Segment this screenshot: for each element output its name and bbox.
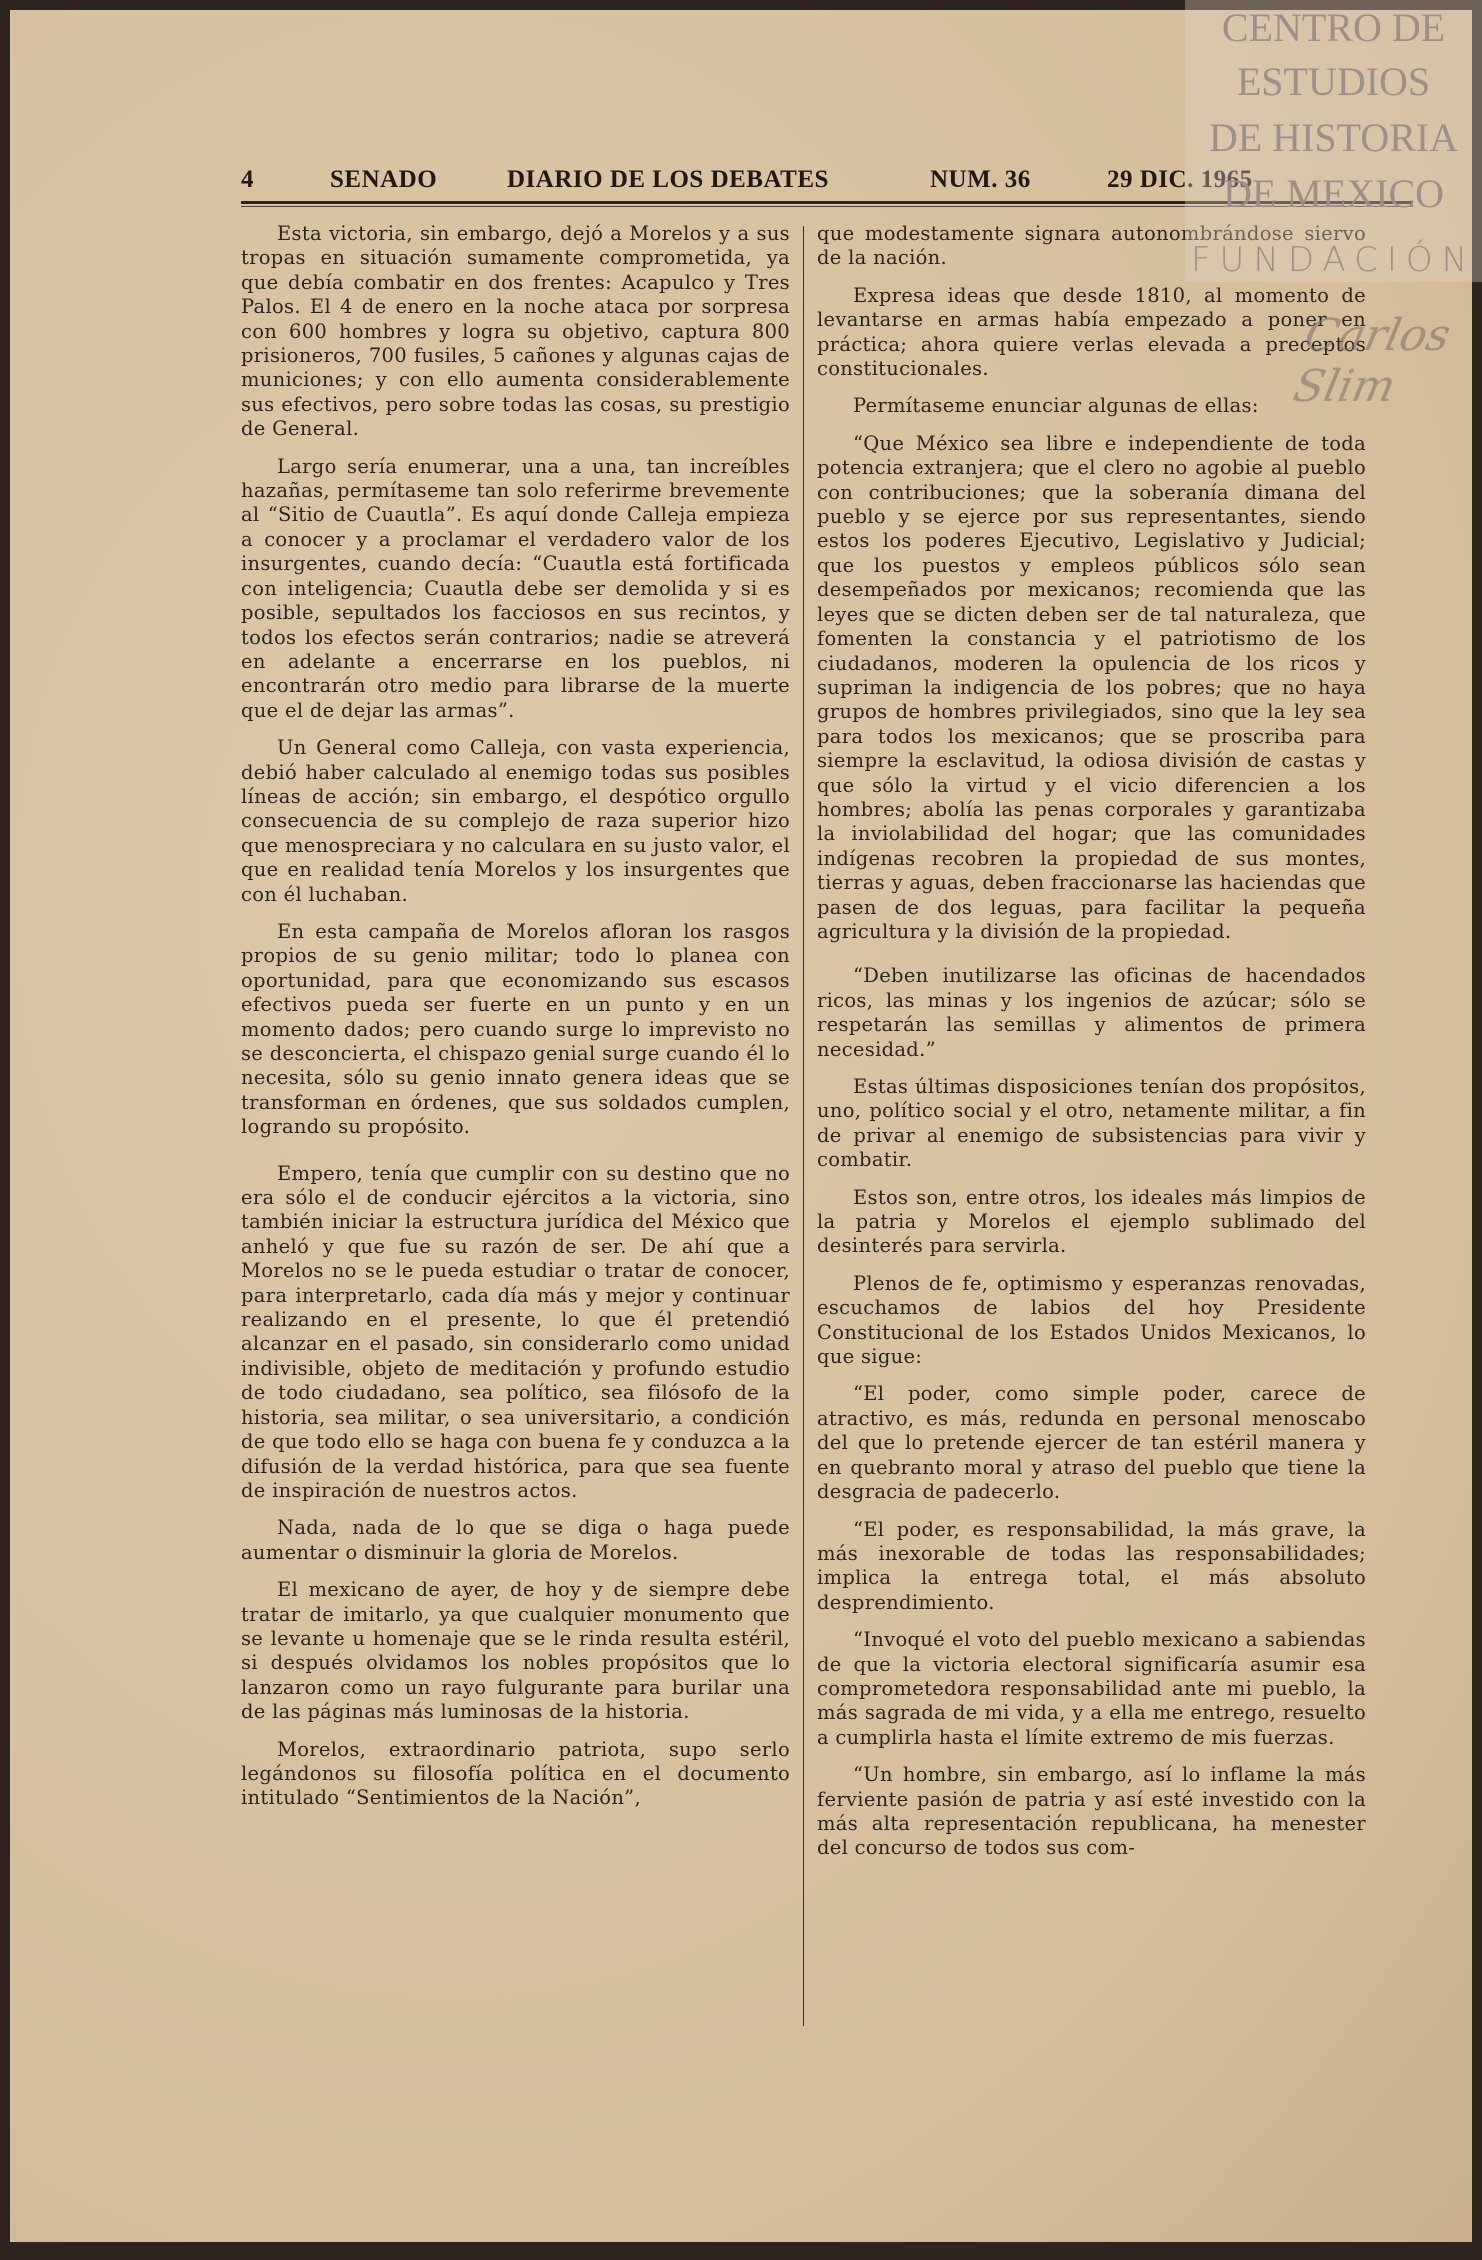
paragraph: Permítaseme enunciar algunas de ellas: xyxy=(853,394,1259,418)
paragraph: Empero, tenía que cumplir con su destino que no era sólo el de conducir ejércitos a la victoria, sino también iniciar la estructura jurídica del México que anheló y que fue su razón de ser. De ahí que a Morelos no se le pueda estudiar o tratar de conocer, para interpretarlo, cada día más y mejor y continuar realizando en el presente, lo que él pretendió alcanzar en el pasado, sin considerarlo como unidad indivisible, objeto de meditación y profundo estudio de todo ciudadano, sea político, sea filósofo de la historia, sea militar, o sea universitario, a condición de que todo ello se haga con buena fe y conduzca a la difusión de la verdad histórica, para que sea fuente de inspiración de nuestros actos. xyxy=(241,1161,790,1502)
watermark-line: FUNDACIÓN xyxy=(1190,240,1477,280)
paragraph: “El poder, es responsabilidad, la más grave, la más inexorable de todas las responsabilidades; implica la entrega total, el más absoluto desprendimiento. xyxy=(817,1517,1366,1614)
watermark-line: CENTRO DE xyxy=(1221,5,1446,50)
issue-number: NUM. 36 xyxy=(930,166,1031,193)
column-divider xyxy=(803,226,804,2026)
chamber-label: SENADO xyxy=(330,166,438,193)
watermark-line: DE MEXICO xyxy=(1222,171,1445,216)
paragraph: “El poder, como simple poder, carece de atractivo, es más, redunda en personal menoscabo del que lo pretende ejercer de tan estéril manera y en quebranto moral y atraso del pueblo que tiene la desgracia de padecerlo. xyxy=(817,1382,1366,1504)
publication-title: DIARIO DE LOS DEBATES xyxy=(507,166,829,193)
watermark-line: DE HISTORIA xyxy=(1208,115,1459,160)
left-column xyxy=(241,222,790,1824)
paragraph: Estos son, entre otros, los ideales más limpios de la patria y Morelos el ejemplo sublimado del desinterés para servirla. xyxy=(817,1185,1366,1258)
paragraph: Largo sería enumerar, una a una, tan increíbles hazañas, permítaseme tan solo referirme brevemente al “Sitio de Cuautla”. Es aquí donde Calleja empieza a conocer y a proclamar el verdadero valor de los insurgentes, cuando decía: “Cuautla está fortificada con inteligencia; Cuautla debe ser demolida y si es posible, sepultados los facciosos en sus recintos, y todos los efectos serán contrarios; nadie se atreverá en adelante a encerrarse en los pueblos, ni encontrarán otro medio para librarse de la muerte que el de dejar las armas”. xyxy=(241,454,790,722)
watermark-line: ESTUDIOS xyxy=(1236,59,1431,104)
paragraph: Plenos de fe, optimismo y esperanzas renovadas, escuchamos de labios del hoy Presidente Constitucional de los Estados Unidos Mexicanos, lo que sigue: xyxy=(817,1271,1366,1369)
paragraph: Un General como Calleja, con vasta experiencia, debió haber calculado al enemigo todas sus posibles líneas de acción; sin embargo, el despótico orgullo consecuencia de su complejo de raza superior hizo que menospreciara y no calculara en su justo valor, el que en realidad tenía Morelos y los insurgentes que con él luchaban. xyxy=(241,736,790,906)
paragraph: que modestamente signara autonombrándose siervo de la nación. xyxy=(817,222,1366,270)
paragraph: En esta campaña de Morelos afloran los rasgos propios de su genio militar; todo lo planea con oportunidad, para que economizando sus escasos efectivos pueda ser fuerte en un punto y en un momento dados; pero cuando surge lo imprevisto no se desconcierta, el chispazo genial surge cuando él lo necesita, sólo su genio innato genera ideas que se transforman en órdenes, que sus soldados cumplen, logrando su propósito. xyxy=(241,919,790,1139)
paragraph: “Que México sea libre e independiente de toda potencia extranjera; que el clero no agobie al pueblo con contribuciones; que la soberanía dimana del pueblo y se ejerce por sus representantes, siendo estos los poderes Ejecutivo, Legislativo y Judicial; que los puestos y empleos públicos sólo sean desempeñados por mexicanos; recomienda que las leyes que se dicten deben ser de tal naturaleza, que fomenten la constancia y el patriotismo de los ciudadanos, moderen la opulencia de los ricos y supriman la indigencia de los pobres; que no haya grupos de hombres privilegiados, sino que la ley sea para todos los mexicanos; que se proscriba para siempre la esclavitud, la odiosa división de castas y que sólo la virtud y el vicio diferencien a los hombres; abolía las penas corporales y garantizaba la inviolabilidad del hogar; que las comunidades indígenas recobren la propiedad de sus montes, tierras y aguas, deben fraccionarse las haciendas que pasen de dos leguas, para facilitar la pequeña agricultura y la división de la propiedad. xyxy=(817,431,1366,943)
paragraph: El mexicano de ayer, de hoy y de siempre debe tratar de imitarlo, ya que cualquier monumento que se levante u homenaje que se le rinda resulta estéril, si después olvidamos los nobles propósitos que lo lanzaron como un rayo fulgurante para burilar una de las páginas más luminosas de la historia. xyxy=(241,1578,790,1724)
paragraph: Expresa ideas que desde 1810, al momento de levantarse en armas había empezado a poner en práctica; ahora quiere verlas elevada a preceptos constitucionales. xyxy=(817,283,1366,381)
paragraph: Estas últimas disposiciones tenían dos propósitos, uno, político social y el otro, netamente militar, a fin de privar al enemigo de subsistencias para vivir y combatir. xyxy=(817,1075,1366,1172)
paragraph: “Deben inutilizarse las oficinas de hacendados ricos, las minas y los ingenios de azúcar; sólo se respetarán las semillas y alimentos de primera necesidad.” xyxy=(817,964,1366,1061)
paragraph: Morelos, extraordinario patriota, supo serlo legándonos su filosofía política en el documento intitulado “Sentimientos de la Nación”, xyxy=(241,1737,790,1810)
paragraph: Esta victoria, sin embargo, dejó a Morelos y a sus tropas en situación sumamente comprometida, ya que debía combatir en dos frentes: Acapulco y Tres Palos. El 4 de enero en la noche ataca por sorpresa con 600 hombres y logra su objetivo, captura 800 prisioneros, 700 fusiles, 5 cañones y algunas cajas de municiones; y con ello aumenta considerablemente sus efectivos, pero sobre todas las cosas, su prestigio de General. xyxy=(241,222,790,441)
paragraph: “Invoqué el voto del pueblo mexicano a sabiendas de que la victoria electoral significaría asumir esa comprometedora responsabilidad ante mi pueblo, la más sagrada de mi vida, y a ella me entrego, resuelto a cumplirla hasta el límite extremo de mis fuerzas. xyxy=(817,1628,1366,1749)
paragraph: “Un hombre, sin embargo, así lo inflame la más ferviente pasión de patria y así esté investido con la más alta representación republicana, ha menester del concurso de todos sus com- xyxy=(817,1763,1366,1860)
issue-date: 29 DIC. 1965 xyxy=(1107,166,1253,193)
paragraph: Nada, nada de lo que se diga o haga puede aumentar o disminuir la gloria de Morelos. xyxy=(241,1516,790,1564)
signature-watermark: Carlos Slim xyxy=(1289,310,1455,412)
page-number: 4 xyxy=(241,166,254,193)
archive-watermark xyxy=(1185,0,1482,282)
right-column xyxy=(817,222,1366,1874)
